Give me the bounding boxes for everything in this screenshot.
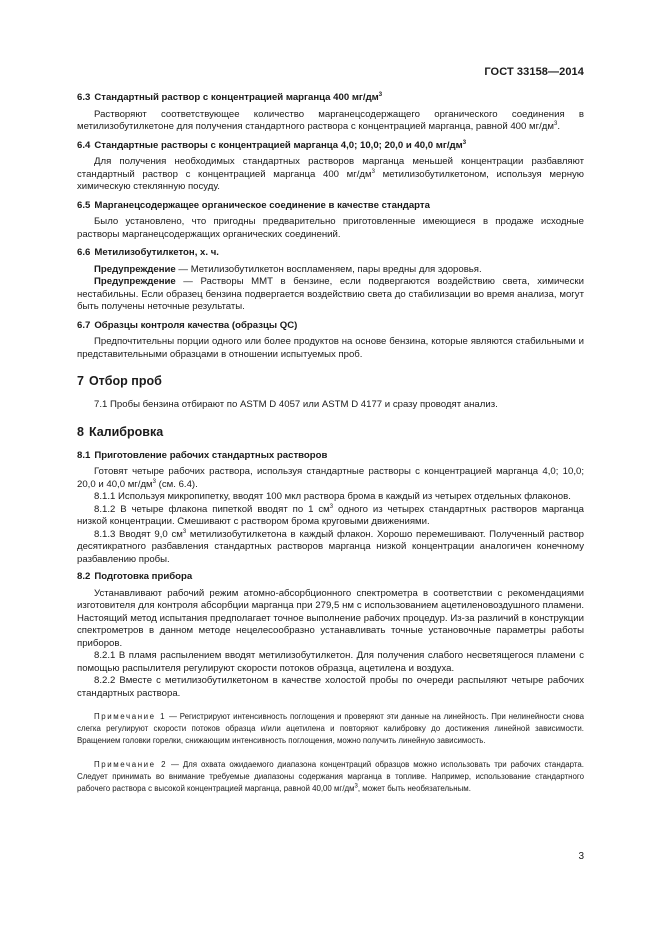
- note-text: — Для охвата ожидаемого диапазона концентраций образцов можно использовать три рабочих стандарта. Следует принимать во внимание требуемые диапазоны содержания марганца в топливе. Например, использование стандартного рабочего раствора с высокой концентрацией марганца, равной 40,00 мг/дм: [77, 759, 584, 794]
- superscript: 3: [371, 168, 375, 175]
- section-8-heading: [77, 425, 584, 440]
- paragraph-text: Для получения необходимых стандартных растворов марганца меньшей концентрации разбавляют стандартный раствор с концентрацией марганца 400 мг/дм: [77, 156, 584, 180]
- section-8-2-heading: [77, 571, 584, 584]
- superscript: 3: [462, 139, 467, 146]
- section-number: 8.1: [77, 449, 91, 461]
- section-6-7-heading: [77, 320, 584, 333]
- superscript: 3: [354, 783, 358, 790]
- section-title: Приготовление рабочих стандартных растворов: [94, 449, 328, 461]
- paragraph: [77, 156, 584, 194]
- note-text: , может быть необязательным.: [357, 784, 471, 794]
- section-7-heading: [77, 374, 584, 389]
- paragraph: 8.1.1 Используя микропипетку, вводят 100 мкл раствора брома в каждый из четырех отдельных флаконов.: [94, 491, 571, 502]
- section-title: Метилизобутилкетон, х. ч.: [94, 247, 219, 258]
- section-number: 7: [77, 374, 84, 388]
- superscript: 3: [378, 91, 383, 98]
- superscript: 3: [553, 120, 558, 127]
- note-label: Примечание 2: [94, 759, 168, 769]
- paragraph: Было установлено, что пригодны предварительно приготовленные имеющиеся в продаже исходные растворы марганецсодержащих органических соединений.: [77, 216, 584, 240]
- superscript: 3: [182, 528, 187, 535]
- paragraph-text: 8.1.2 В четыре флакона пипеткой вводят по 1 см: [94, 503, 330, 515]
- section-8-1-heading: [77, 450, 584, 463]
- section-title: Марганецсодержащее органическое соединение в качестве стандарта: [94, 199, 430, 211]
- paragraph: [77, 504, 584, 529]
- warning-text: — Растворы ММТ в бензине, если подвергаются воздействию света, химически нестабильны. Если образец бензина подвергается воздействию света до стабилизации во время анализа, могут быть получены неточные результаты.: [77, 276, 584, 312]
- section-6-3-heading: [77, 92, 584, 105]
- section-title: Подготовка прибора: [94, 571, 193, 582]
- section-number: 8: [77, 424, 84, 439]
- paragraph-text: метилизобутилкетоном, используя мерную химическую стеклянную посуду.: [77, 168, 584, 192]
- section-number: 6.5: [77, 199, 91, 211]
- paragraph-text: 8.1.3 Вводят 9,0 см: [94, 528, 183, 540]
- section-title: Образцы контроля качества (образцы QC): [94, 319, 298, 331]
- section-title: Калибровка: [88, 424, 164, 439]
- paragraph-text: Готовят четыре рабочих раствора, используя стандартные растворы с концентрацией марганца 4,0; 10,0; 20,0 и 40,0 мг/дм: [77, 466, 584, 490]
- warning-paragraph: [77, 276, 584, 314]
- section-title: Стандартные растворы с концентрацией марганца 4,0; 10,0; 20,0 и 40,0 мг/дм: [94, 139, 463, 151]
- paragraph-text: (см. 6.4).: [156, 478, 198, 490]
- section-number: 6.4: [77, 139, 91, 151]
- warning-text: — Метилизобутилкетон воспламеняем, пары вредны для здоровья.: [175, 263, 482, 275]
- warning-label: Предупреждение: [94, 263, 176, 275]
- note-text: — Регистрируют интенсивность поглощения и проверяют эти данные на линейность. При нелинейности снова слегка регулируют скорости потоков образца и/или ацетилена и повторяют калибровку до достижения линейной зависимости. Вращением головки горелки, снижающим интенсивность поглощения, можно получить линейную зависимость.: [77, 712, 584, 746]
- page-number: 3: [578, 851, 584, 862]
- section-6-6-heading: [77, 247, 584, 260]
- page-content: [77, 92, 584, 795]
- section-6-5-heading: [77, 200, 584, 213]
- superscript: 3: [152, 478, 156, 485]
- section-number: 6.7: [77, 319, 91, 331]
- paragraph: 8.2.1 В пламя распылением вводят метилизобутилкетон. Для получения слабого несветящегося пламени с помощью распылителя регулируют скорости потоков образца, ацетилена и воздуха.: [77, 650, 584, 674]
- section-title: Стандартный раствор с концентрацией марганца 400 мг/дм: [94, 92, 379, 103]
- section-number: 8.2: [77, 571, 91, 582]
- paragraph: Предпочтительны порции одного или более продуктов на основе бензина, которые являются стабильными и представительными образцами в отношении испытуемых проб.: [77, 336, 584, 360]
- paragraph: [77, 109, 584, 134]
- note-1: [77, 711, 584, 748]
- paragraph-text: одного из четырех стандартных растворов марганца низкой концентрации. Смешивают с раствором брома круговыми движениями.: [77, 503, 584, 527]
- note-label: Примечание 1: [94, 712, 167, 721]
- paragraph: 7.1 Пробы бензина отбирают по ASTM D 4057 или ASTM D 4177 и сразу проводят анализ.: [94, 399, 498, 410]
- section-title: Отбор проб: [88, 374, 162, 388]
- section-number: 6.6: [77, 247, 91, 258]
- paragraph: 8.2.2 Вместе с метилизобутилкетоном в качестве холостой пробы по очереди распыляют четыре рабочих стандартных раствора.: [77, 675, 584, 699]
- paragraph-text: .: [557, 121, 560, 132]
- note-2: [77, 759, 584, 796]
- document-id-header: ГОСТ 33158—2014: [484, 66, 584, 78]
- section-number: 6.3: [77, 92, 91, 103]
- warning-paragraph: [77, 264, 584, 277]
- paragraph: Устанавливают рабочий режим атомно-абсорбционного спектрометра в соответствии с рекомендациями изготовителя для контроля абсорбции марганца при 279,5 нм с использованием ацетиленовоздушного пламени. Настоящий метод испытания предполагает точное выполнение рабочих процедур. Из-за различий в конструкции спектрометров в данном методе нецелесообразно устанавливать точные установочные параметры работы приборов.: [77, 587, 584, 649]
- paragraph-text: метилизобутилкетона в каждый флакон. Хорошо перемешивают. Полученный раствор десятикратного разбавления стандартных растворов марганца низкой концентрации аналогичен конечному разбавлению пробы.: [77, 528, 584, 565]
- superscript: 3: [329, 503, 334, 510]
- paragraph-text: Растворяют соответствующее количество марганецсодержащего органического соединения в метилизобутилкетоне для получения стандартного раствора с концентрацией марганца, равной 400 мг/дм: [77, 108, 584, 132]
- paragraph: [77, 529, 584, 567]
- warning-label: Предупреждение: [94, 276, 176, 287]
- section-6-4-heading: [77, 140, 584, 153]
- paragraph: [77, 466, 584, 491]
